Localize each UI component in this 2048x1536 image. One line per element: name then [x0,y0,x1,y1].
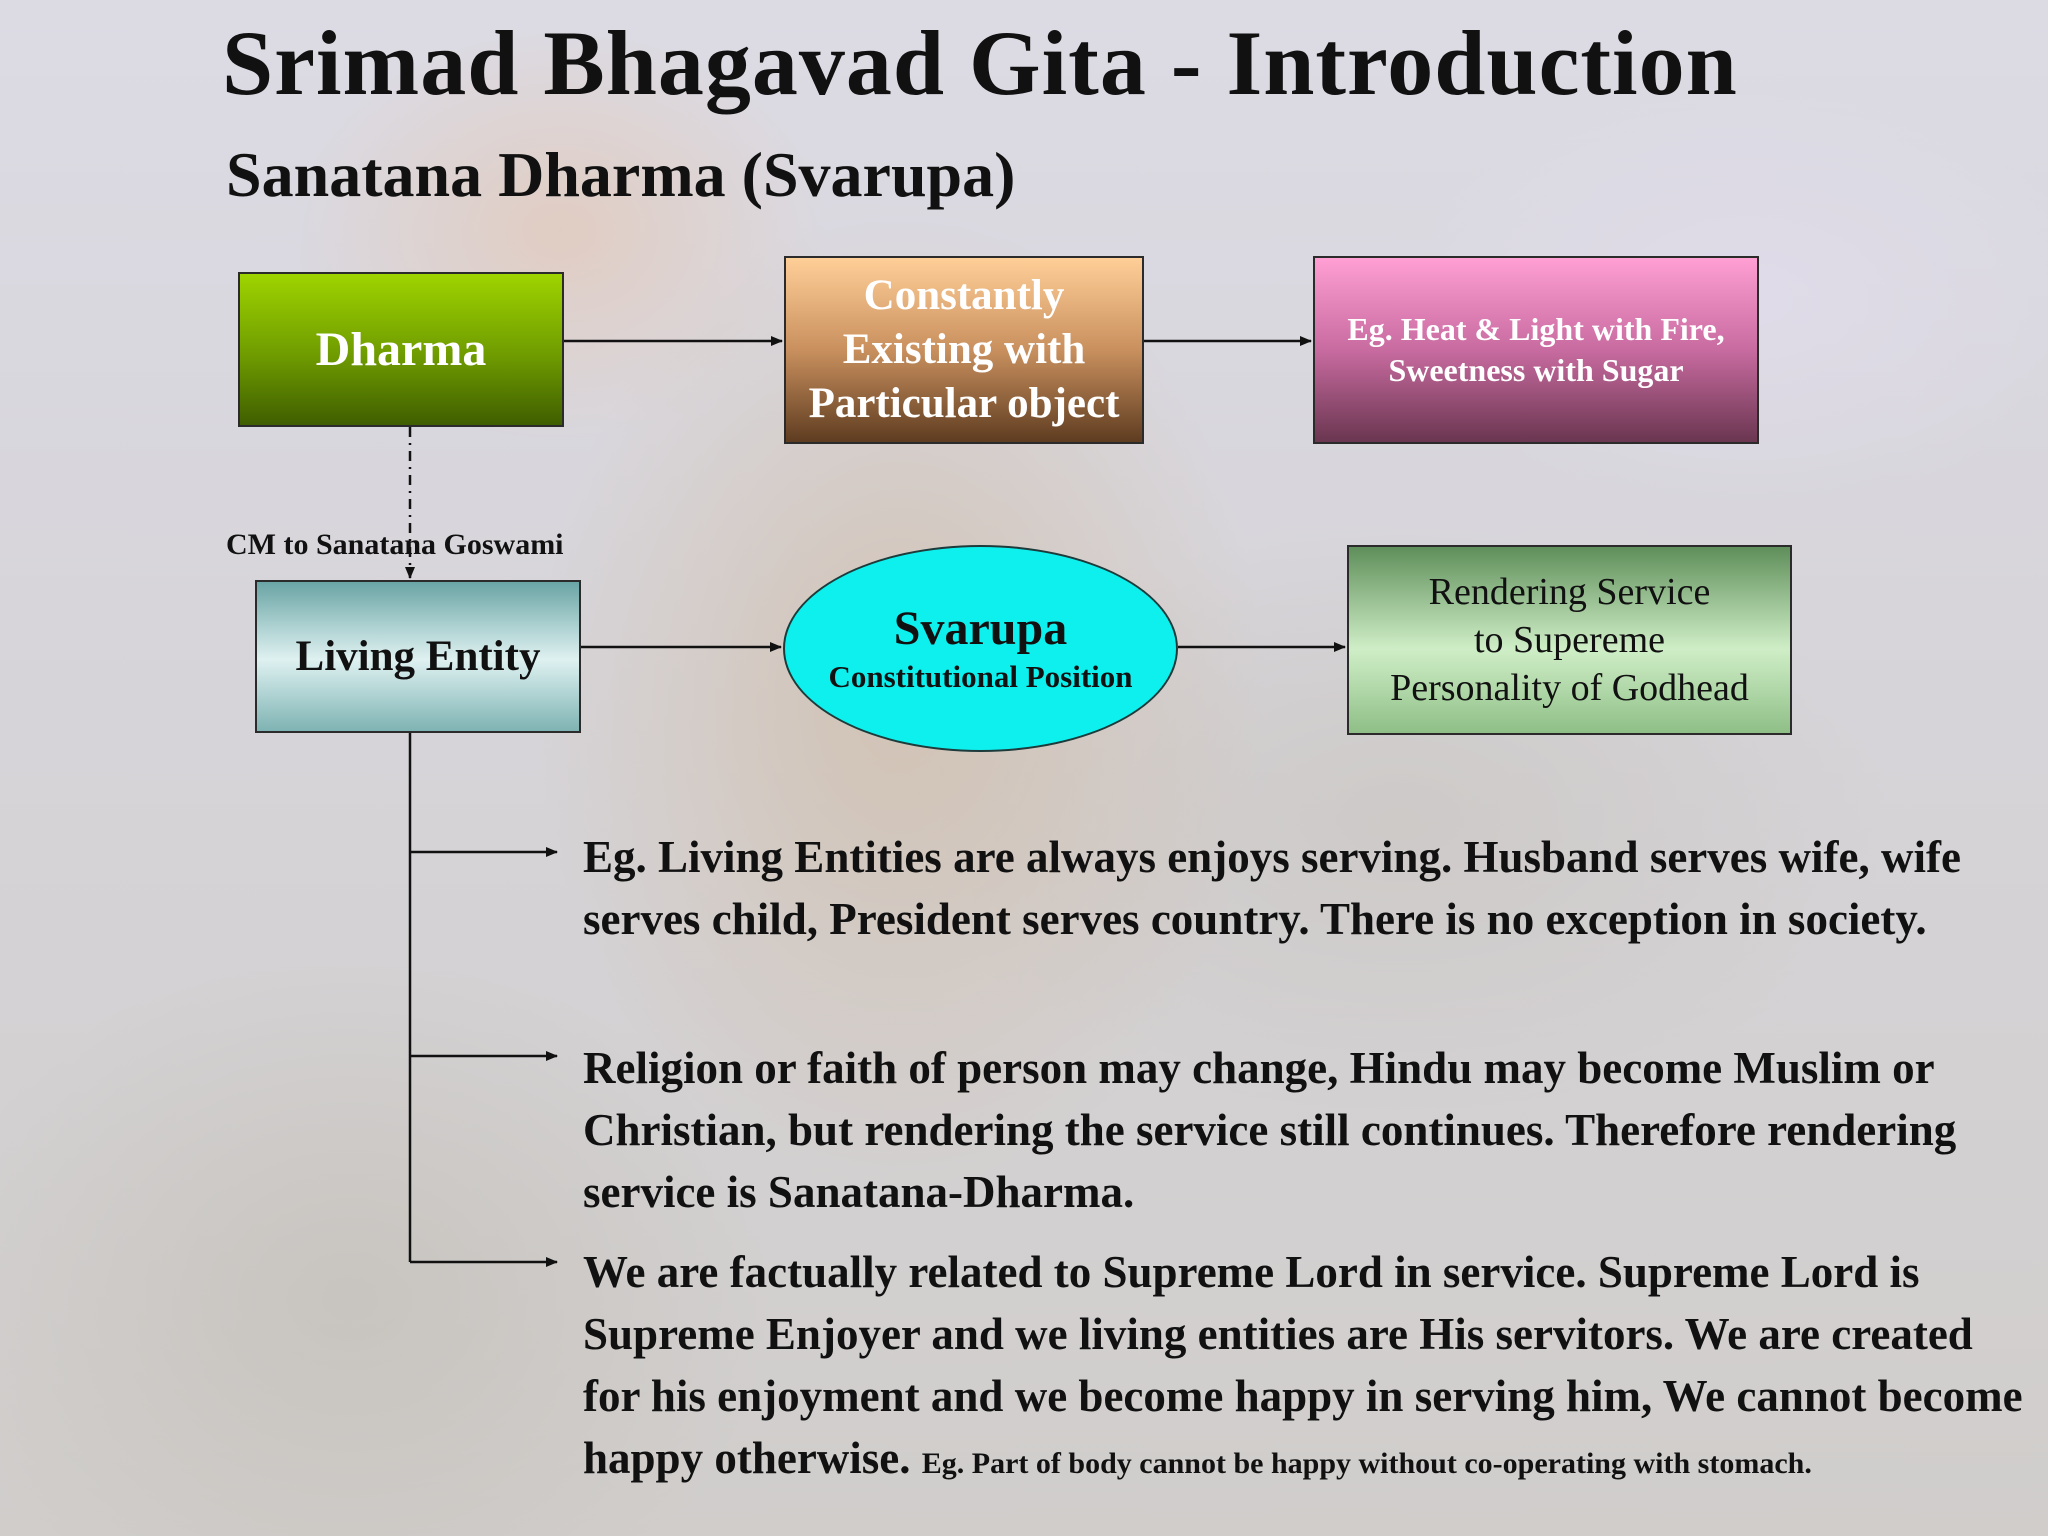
cm-label: CM to Sanatana Goswami [226,528,564,561]
point-1-text: Eg. Living Entities are always enjoys serving. Husband serves wife, wife serves child, President serves country. There is no exception in society. [583,832,1961,944]
example-fire-line-1: Eg. Heat & Light with Fire, [1347,311,1725,347]
point-3-small-note: Eg. Part of body cannot be happy without co-operating with stomach. [921,1447,1812,1480]
dharma-box [238,272,564,427]
living-entity-label: Living Entity [295,633,541,680]
rendering-service-line-3: Personality of Godhead [1390,667,1749,709]
constantly-existing-line-2: Existing with [842,326,1086,373]
example-fire-box [1313,256,1759,444]
constantly-existing-line-1: Constantly [863,272,1065,319]
svarupa-label: Svarupa [893,601,1068,655]
point-3-text: We are factually related to Supreme Lord in service. Supreme Lord is Supreme Enjoyer and we living entities are His servitors. We are created for his enjoyment and we become happy in serving him, We cannot become happy otherwise. [583,1247,2023,1483]
rendering-service-line-1: Rendering Service [1428,571,1711,613]
dharma-label: Dharma [315,323,487,376]
svarupa-ellipse [783,545,1178,752]
constantly-existing-line-3: Particular object [808,380,1120,427]
rendering-service-box [1347,545,1792,735]
point-3 [583,1241,2023,1489]
example-fire-line-2: Sweetness with Sugar [1388,352,1684,388]
point-2 [583,1037,2023,1223]
slide-title: Srimad Bhagavad Gita - Introduction [222,12,1738,114]
svarupa-sublabel: Constitutional Position [828,658,1133,694]
rendering-service-line-2: to Supereme [1473,619,1665,661]
slide-subtitle: Sanatana Dharma (Svarupa) [226,139,1016,210]
constantly-existing-box [784,256,1144,444]
living-entity-box [255,580,581,733]
point-2-text: Religion or faith of person may change, Hindu may become Muslim or Christian, but rendering the service still continues. Therefore rendering service is Sanatana-Dharma. [583,1043,1957,1217]
point-1 [583,826,2023,950]
